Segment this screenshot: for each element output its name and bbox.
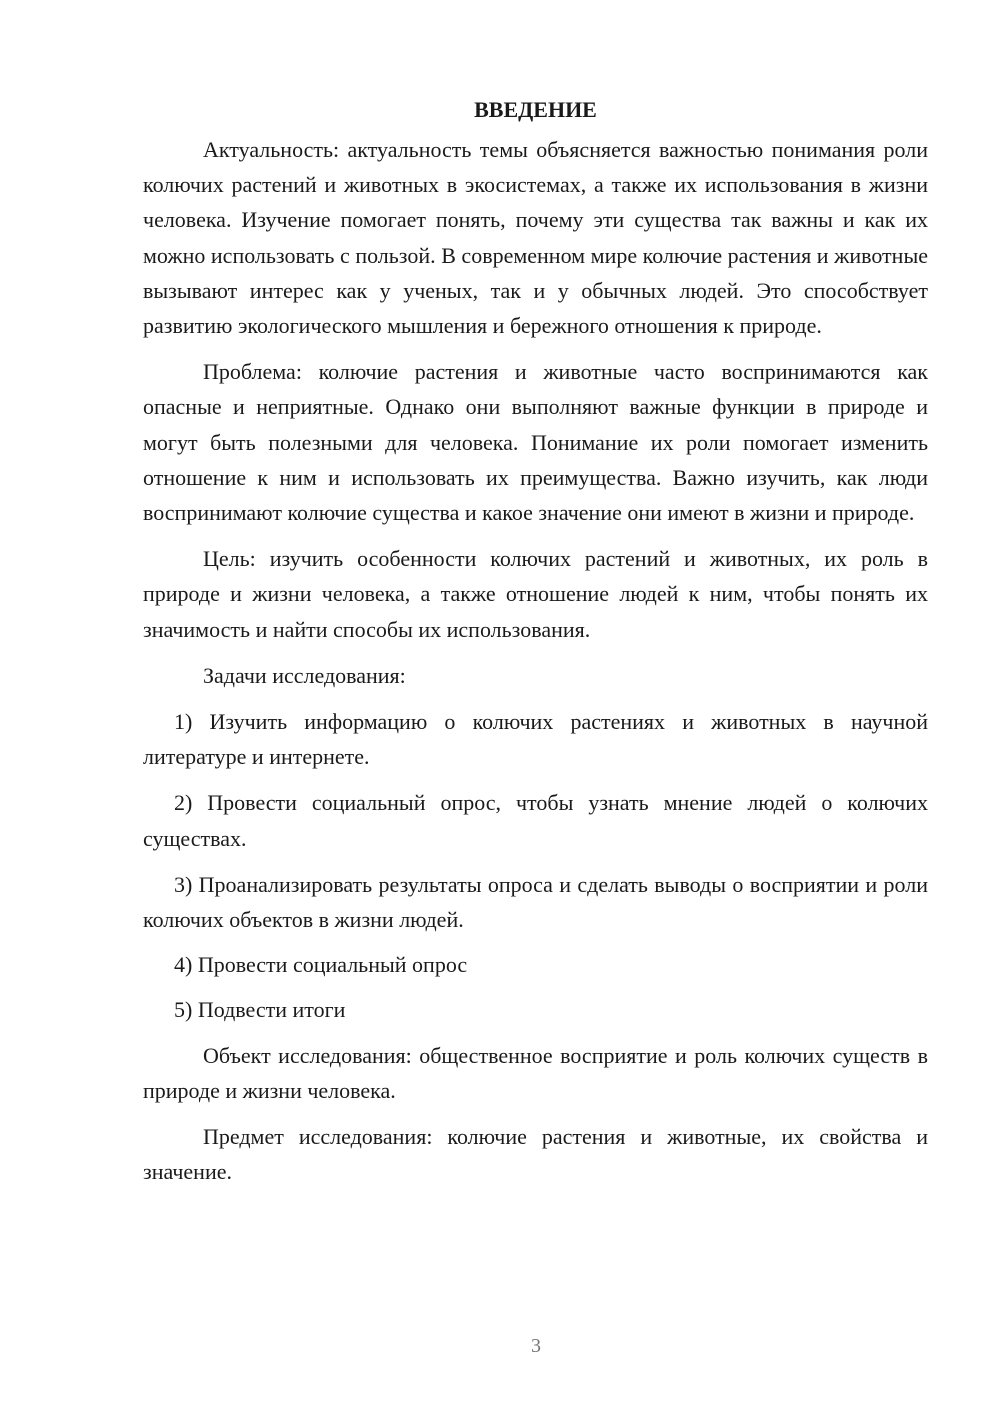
page-body — [143, 96, 928, 1189]
page-title: ВВЕДЕНИЕ — [474, 97, 597, 122]
problem-paragraph: Проблема: колючие растения и животные часто воспринимаются как опасные и неприятные. Однако они выполняют важные функции в природе и могут быть полезными для человека. Понимание их роли помогает изменить отношение к ним и использовать их преимущества. Важно изучить, как люди воспринимают колючие существа и какое значение они имеют в жизни и природе. — [143, 359, 928, 526]
task-item-3: 3) Проанализировать результаты опроса и сделать выводы о восприятии и роли колючих объектов в жизни людей. — [143, 871, 928, 933]
object-paragraph: Объект исследования: общественное восприятие и роль колючих существ в природе и жизни человека. — [143, 1042, 928, 1103]
task-item-4: 4) Провести социальный опрос — [174, 952, 468, 978]
page-number: 3 — [531, 1335, 541, 1357]
relevance-paragraph: Актуальность: актуальность темы объясняется важностью понимания роли колючих растений и животных в экосистемах, а также их использования в жизни человека. Изучение помогает понять, почему эти существа так важны и как их можно использовать с пользой. В современном мире колючие растения и животные вызывают интерес как у ученых, так и у обычных людей. Это способствует развитию экологического мышления и бережного отношения к природе. — [143, 137, 928, 339]
goal-paragraph: Цель: изучить особенности колючих растений и животных, их роль в природе и жизни человека, а также отношение людей к ним, чтобы понять их значимость и найти способы их использования. — [143, 546, 928, 642]
task-item-2: 2) Провести социальный опрос, чтобы узнать мнение людей о колючих существах. — [143, 790, 928, 851]
tasks-heading: Задачи исследования: — [203, 662, 406, 688]
subject-paragraph: Предмет исследования: колючие растения и животные, их свойства и значение. — [143, 1124, 928, 1185]
task-item-1: 1) Изучить информацию о колючих растениях и животных в научной литературе и интернете. — [143, 709, 928, 770]
task-item-5: 5) Подвести итоги — [174, 997, 346, 1023]
